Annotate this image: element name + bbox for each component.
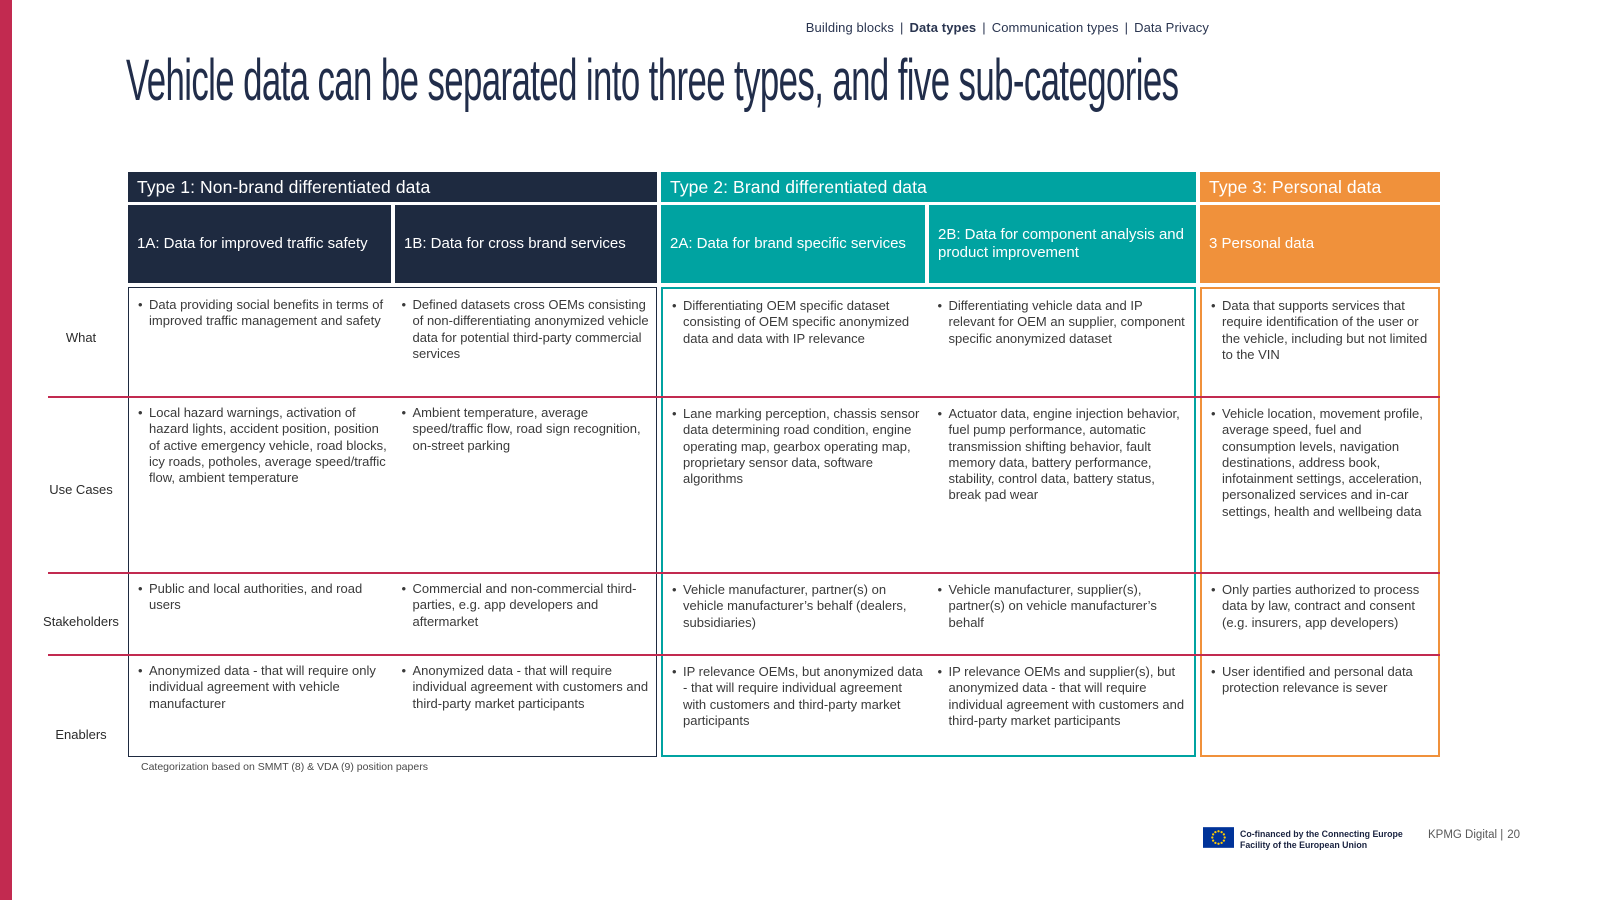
eu-flag-icon bbox=[1203, 827, 1234, 848]
subheader-2a: 2A: Data for brand specific services bbox=[661, 205, 925, 283]
cell-what-2b: • Differentiating vehicle data and IP relevant for OEM an supplier, component specific anonymized dataset bbox=[929, 289, 1195, 397]
bullet-icon: • bbox=[937, 582, 943, 597]
data-table bbox=[128, 172, 1440, 757]
subheader-1b: 1B: Data for cross brand services bbox=[395, 205, 657, 283]
cell-enablers-2b: • IP relevance OEMs and supplier(s), but anonymized data - that will require individual agreement with customers and third-party market participants bbox=[929, 655, 1195, 755]
cell-stakeholders-3: • Only parties authorized to process data by law, contract and consent (e.g. insurers, app developers) bbox=[1202, 573, 1438, 655]
table-body bbox=[128, 287, 1440, 757]
group-header-row bbox=[128, 172, 1440, 202]
page-title bbox=[126, 48, 1326, 113]
bullet-icon: • bbox=[401, 297, 407, 312]
brand-label: KPMG Digital | bbox=[1428, 829, 1504, 841]
cell-enablers-1b: • Anonymized data - that will require individual agreement with customers and third-party market participants bbox=[393, 654, 657, 756]
row-label-what: What bbox=[65, 330, 97, 345]
cell-stakeholders-2a: • Vehicle manufacturer, partner(s) on vehicle manufacturer’s behalf (dealers, subsidiaries) bbox=[663, 573, 929, 655]
cell-what-3: • Data that supports services that require identification of the user or the vehicle, including but not limited to the VIN bbox=[1202, 289, 1438, 397]
bullet-icon: • bbox=[937, 298, 943, 313]
group-header-type3: Type 3: Personal data bbox=[1200, 172, 1440, 202]
subheader-2b: 2B: Data for component analysis and product improvement bbox=[929, 205, 1196, 283]
cell-enablers-3: • User identified and personal data protection relevance is sever bbox=[1202, 655, 1438, 755]
page-title-text: Vehicle data can be separated into three types, and five sub-categories bbox=[126, 48, 1179, 113]
breadcrumb-item-data-types: Data types bbox=[909, 20, 977, 35]
cell-stakeholders-1a: • Public and local authorities, and road users bbox=[129, 572, 393, 654]
cell-usecases-3: • Vehicle location, movement profile, average speed, fuel and consumption levels, navigation destinations, address book, infotainment settings, acceleration, personalized services and in-car settings, health and wellbeing data bbox=[1202, 397, 1438, 573]
footnote: Categorization based on SMMT (8) & VDA (9) position papers bbox=[141, 761, 428, 773]
page-number: 20 bbox=[1507, 829, 1520, 841]
eu-cofinance-label: Co-financed by the Connecting Europe Facility of the European Union bbox=[1240, 829, 1403, 850]
cell-usecases-2a: • Lane marking perception, chassis sensor data determining road condition, engine operating map, gearbox operating map, proprietary sensor data, software algorithms bbox=[663, 397, 929, 573]
cell-enablers-1a: • Anonymized data - that will require only individual agreement with vehicle manufacturer bbox=[129, 654, 393, 756]
type3-body-box bbox=[1200, 287, 1440, 757]
left-accent-bar bbox=[0, 0, 12, 900]
bullet-icon: • bbox=[401, 405, 407, 420]
row-divider bbox=[48, 572, 1440, 574]
breadcrumb bbox=[806, 20, 1209, 35]
group-header-type1: Type 1: Non-brand differentiated data bbox=[128, 172, 657, 202]
breadcrumb-item-building-blocks: Building blocks bbox=[805, 20, 894, 35]
bullet-icon: • bbox=[138, 405, 143, 420]
breadcrumb-separator: | bbox=[900, 20, 904, 35]
subheader-1a: 1A: Data for improved traffic safety bbox=[128, 205, 391, 283]
breadcrumb-item-data-privacy: Data Privacy bbox=[1134, 20, 1209, 35]
bullet-icon: • bbox=[1211, 298, 1216, 313]
breadcrumb-separator: | bbox=[982, 20, 986, 35]
bullet-icon: • bbox=[1211, 664, 1216, 679]
subheader-row bbox=[128, 205, 1440, 283]
bullet-icon: • bbox=[138, 663, 143, 678]
bullet-icon: • bbox=[672, 406, 677, 421]
bullet-icon: • bbox=[401, 663, 407, 678]
type2-body-box bbox=[661, 287, 1196, 757]
bullet-icon: • bbox=[672, 298, 677, 313]
group-header-type2: Type 2: Brand differentiated data bbox=[661, 172, 1196, 202]
bullet-icon: • bbox=[937, 406, 943, 421]
breadcrumb-item-communication-types: Communication types bbox=[991, 20, 1119, 35]
bullet-icon: • bbox=[672, 582, 677, 597]
row-label-use-cases: Use Cases bbox=[49, 482, 113, 497]
cell-usecases-2b: • Actuator data, engine injection behavior, fuel pump performance, automatic transmission shifting behavior, fault memory data, battery performance, stability, control data, battery status, break pad wear bbox=[929, 397, 1195, 573]
cell-usecases-1b: • Ambient temperature, average speed/traffic flow, road sign recognition, on-street parking bbox=[393, 396, 657, 572]
bullet-icon: • bbox=[1211, 406, 1216, 421]
row-label-stakeholders: Stakeholders bbox=[43, 614, 119, 629]
bullet-icon: • bbox=[138, 297, 143, 312]
cell-what-2a: • Differentiating OEM specific dataset consisting of OEM specific anonymized data and data with IP relevance bbox=[663, 289, 929, 397]
cell-stakeholders-2b: • Vehicle manufacturer, supplier(s), partner(s) on vehicle manufacturer’s behalf bbox=[929, 573, 1195, 655]
bullet-icon: • bbox=[937, 664, 943, 679]
cell-what-1a: • Data providing social benefits in terms of improved traffic management and safety bbox=[129, 288, 393, 396]
cell-stakeholders-1b: • Commercial and non-commercial third-parties, e.g. app developers and aftermarket bbox=[393, 572, 657, 654]
bullet-icon: • bbox=[138, 581, 143, 596]
row-label-enablers: Enablers bbox=[55, 727, 107, 742]
bullet-icon: • bbox=[672, 664, 677, 679]
row-divider bbox=[48, 396, 1440, 398]
cell-usecases-1a: • Local hazard warnings, activation of hazard lights, accident position, position of active emergency vehicle, road blocks, icy roads, potholes, average speed/traffic flow, ambient temperature bbox=[129, 396, 393, 572]
cell-enablers-2a: • IP relevance OEMs, but anonymized data - that will require individual agreement with customers and third-party market participants bbox=[663, 655, 929, 755]
cell-what-1b: • Defined datasets cross OEMs consisting of non-differentiating anonymized vehicle data for potential third-party commercial services bbox=[393, 288, 657, 396]
row-divider bbox=[48, 654, 1440, 656]
type1-body-box bbox=[128, 287, 657, 757]
footer-brand bbox=[1428, 829, 1520, 841]
bullet-icon: • bbox=[401, 581, 407, 596]
bullet-icon: • bbox=[1211, 582, 1216, 597]
subheader-3: 3 Personal data bbox=[1200, 205, 1440, 283]
breadcrumb-separator: | bbox=[1124, 20, 1129, 35]
